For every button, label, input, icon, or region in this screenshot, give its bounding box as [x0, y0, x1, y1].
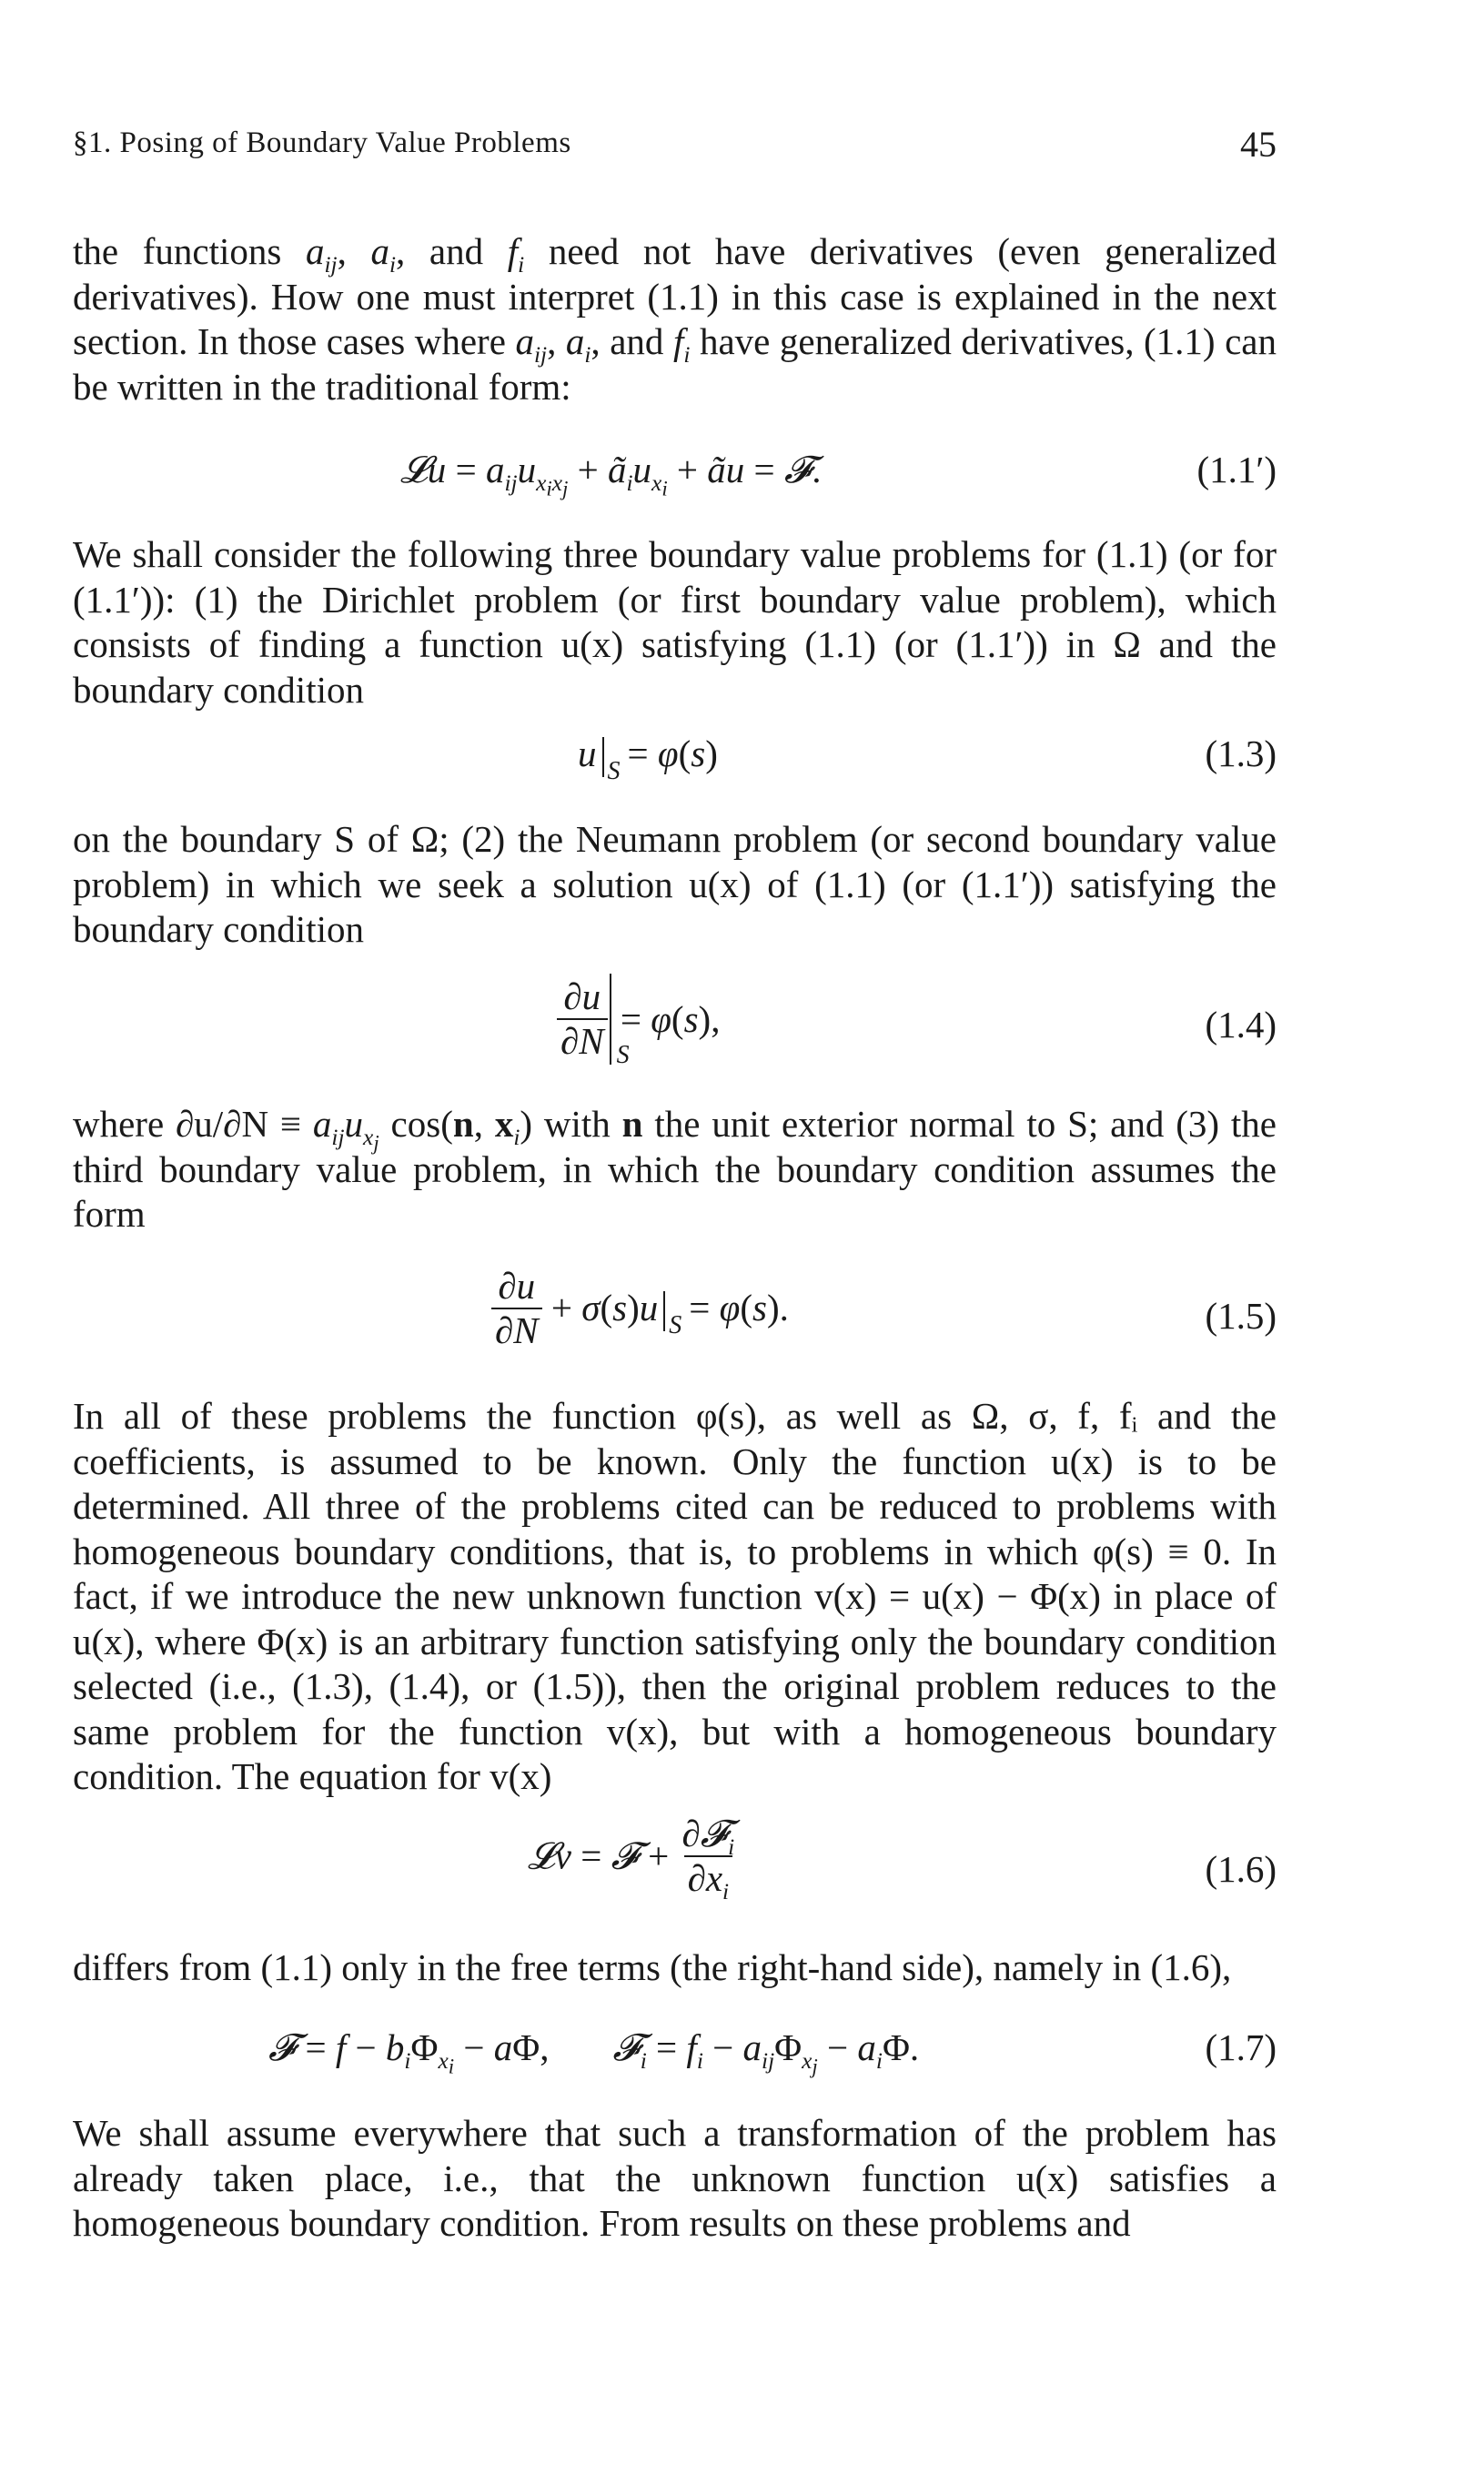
equation-1-1-prime	[73, 448, 1277, 499]
equation-1-5-body: $\frac{\partial u}{\partial N}$ + σ(s)u S = φ(s).	[491, 1265, 789, 1352]
paragraph-7: We shall assume everywhere that such a transformation of the problem has already taken place, i.e., that the unknown function u(x) satisfies a homogeneous boundary condition. From results on these problems and	[73, 2112, 1277, 2244]
paragraph-4-text-b: with	[532, 1103, 622, 1145]
section-title: §1. Posing of Boundary Value Problems	[73, 126, 571, 159]
paragraph-1: the functions $a_{ij}$, $a_i$, and $f_i$ need not have derivatives (even generalized derivatives). How one must interpret (1.1) in this case is explained in the next section. In those cases where $a_{ij}$, $a_i$, and $f_i$ have generalized derivatives, (1.1) can be written in the traditional form:	[73, 230, 1277, 408]
paragraph-4-text-a: where ∂u/∂N ≡	[73, 1103, 313, 1145]
paragraph-1-text-c: have generalized derivatives, (1.1) can be written in the traditional form:	[73, 320, 1277, 408]
equation-1-1-prime-body: 𝓛u = $a_{ij}u_{x_ix_j}$ + $ã_iu_{x_i}$ + ãu = 𝓕.	[400, 449, 822, 500]
paragraph-4: where $\partial u/\partial N \equiv a_{ij}u_{x_j}$ cos(n, $x_i$) with n the unit exterior normal to S; and (3) the third boundary value problem, in which the boundary condition assumes the form	[73, 1103, 1277, 1235]
equation-1-6	[73, 1813, 1277, 1922]
paragraph-3: on the boundary S of Ω; (2) the Neumann problem (or second boundary value problem) in which we seek a solution u(x) of (1.1) (or (1.1′)) satisfying the boundary condition	[73, 818, 1277, 950]
paragraph-4-text-c: the unit exterior normal to S; and (3) the third boundary value problem, in which the boundary condition assumes the form	[73, 1103, 1277, 1235]
paragraph-2: We shall consider the following three boundary value problems for (1.1) (or for (1.1′)): (1) the Dirichlet problem (or first boundary value problem), which consists of finding a function u(x) satisfying (1.1) (or (1.1′)) in Ω and the boundary condition	[73, 533, 1277, 711]
equation-tag: (1.4)	[1205, 1004, 1277, 1046]
paragraph-1-text-a: the functions	[73, 230, 306, 272]
equation-1-5	[73, 1265, 1277, 1365]
page-number: 45	[1240, 124, 1277, 165]
paragraph-1-text-b: need not have derivatives (even generalized derivatives). How one must interpret (1.1) in this case is explained in the next section. In those cases where	[73, 230, 1277, 362]
equation-tag: (1.5)	[1205, 1295, 1277, 1337]
equation-1-4	[73, 966, 1277, 1076]
equation-tag: (1.3)	[1205, 732, 1277, 774]
equation-tag: (1.6)	[1205, 1848, 1277, 1890]
equation-1-7	[73, 2025, 1277, 2076]
equation-1-7-body: 𝓕 = $f - b_i\Phi_{x_i} - a\Phi$, 𝓕$_i$ = $f_i - a_{ij}\Phi_{x_j} - a_i\Phi$.	[268, 2026, 920, 2078]
paragraph-6: differs from (1.1) only in the free terms (the right-hand side), namely in (1.6),	[73, 1946, 1232, 1988]
equation-1-6-body: 𝓛v = 𝓕 + $\frac{\partial 𝓕_i}{\partial x_i}$	[528, 1813, 735, 1905]
equation-tag: (1.1′)	[1196, 449, 1277, 490]
equation-tag: (1.7)	[1205, 2026, 1277, 2068]
running-header	[73, 123, 1277, 168]
equation-1-4-body: $\frac{\partial u}{\partial N}$ S = φ(s),	[557, 974, 720, 1065]
equation-1-3	[73, 732, 1277, 783]
equation-1-3-body: u S = φ(s)	[578, 732, 718, 785]
paragraph-5: In all of these problems the function φ(s), as well as Ω, σ, f, fᵢ and the coefficients, is assumed to be known. Only the function u(x) is to be determined. All three of the problems cited can be reduced to problems with homogeneous boundary conditions, that is, to problems in which φ(s) ≡ 0. In fact, if we introduce the new unknown function v(x) = u(x) − Φ(x) in place of u(x), where Φ(x) is an arbitrary function satisfying only the boundary condition selected (i.e., (1.3), (1.4), or (1.5)), then the original problem reduces to the same problem for the function v(x), but with a homogeneous boundary condition. The equation for v(x)	[73, 1395, 1277, 1797]
